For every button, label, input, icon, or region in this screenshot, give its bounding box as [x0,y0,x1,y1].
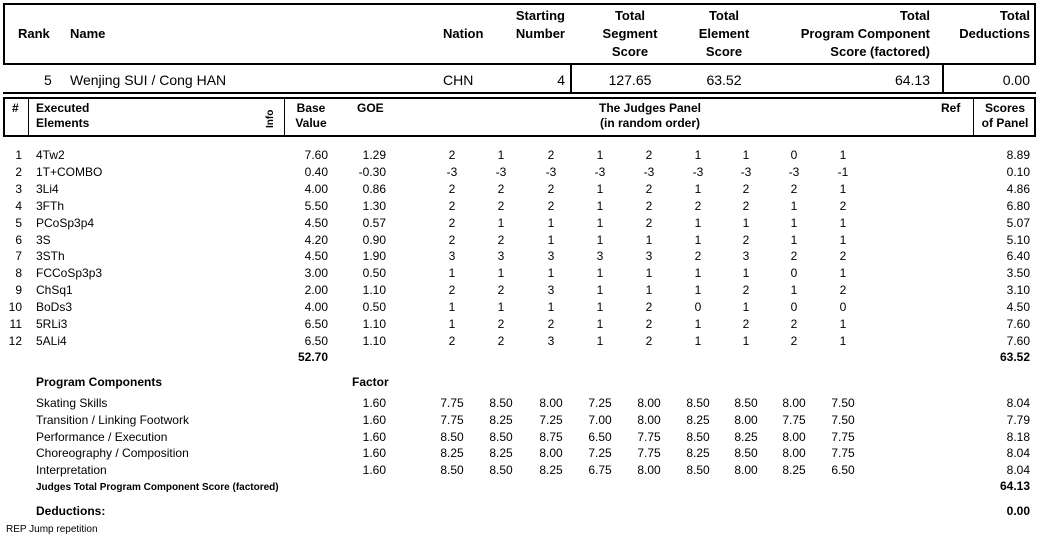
component-panel-score: 8.18 [1006,429,1030,444]
element-panel-score: 8.89 [1006,148,1030,162]
factor-header: Factor [352,375,389,389]
component-judge-score: 7.50 [831,412,855,427]
name-header: Name [70,26,106,41]
summary-total-element-score: 63.52 [706,72,742,88]
element-base-value: 3.00 [304,266,328,281]
component-judge-score: 8.25 [686,412,710,427]
element-base-value: 2.00 [304,283,328,298]
component-judge-score: 8.50 [440,463,464,478]
element-judge-score: 1 [839,317,847,331]
starting-number-header: Starting Number [515,8,565,41]
component-judge-score: 8.25 [489,446,513,461]
element-judge-score: 1 [497,215,505,230]
element-goe: 1.10 [362,333,386,348]
element-panel-score: 3.50 [1006,266,1030,281]
component-judge-score: 8.50 [734,396,758,410]
summary-divider-2 [942,65,944,92]
deductions-value: 0.00 [1006,504,1030,518]
component-factor: 1.60 [362,463,386,478]
element-num: 4 [15,198,22,213]
element-goe: 1.30 [362,198,386,213]
element-judge-score: 1 [839,215,847,230]
judges-panel-header: The Judges Panel (in random order) [598,101,702,130]
component-judge-score: 8.25 [539,463,563,478]
element-panel-score: 7.60 [1006,333,1030,348]
component-judge-score: 7.75 [440,412,464,427]
element-judge-score: 1 [790,232,798,247]
summary-name: Wenjing SUI / Cong HAN [70,72,227,88]
element-judge-score: 2 [790,333,798,348]
element-judge-score: 1 [839,266,847,281]
element-judge-score: -3 [446,164,458,179]
element-judge-score: 1 [497,148,505,162]
footnote: REP Jump repetition [6,524,98,535]
element-panel-score: 6.80 [1006,198,1030,213]
element-judge-score: 3 [596,249,604,264]
component-factor: 1.60 [362,429,386,444]
element-goe: 0.50 [362,300,386,315]
component-judge-score: 8.00 [782,396,806,410]
element-judge-score: 2 [547,198,555,213]
element-judge-score: 2 [547,148,555,162]
component-panel-score: 8.04 [1006,396,1030,410]
element-judge-score: 3 [645,249,653,264]
element-judge-score: 1 [694,317,702,331]
element-judge-score: 1 [596,317,604,331]
element-judge-score: 2 [742,181,750,196]
summary-divider-1 [570,65,572,92]
element-num: 7 [15,249,22,264]
summary-rank: 5 [44,72,52,88]
element-judge-score: 2 [742,283,750,298]
component-judge-score: 6.50 [831,463,855,478]
pcs-total-label: Judges Total Program Component Score (factored) [36,482,279,493]
element-base-value: 5.50 [304,198,328,213]
element-judge-score: 2 [645,148,653,162]
summary-total-pcs: 64.13 [894,72,930,88]
element-judge-score: 2 [742,232,750,247]
element-name: 3Li4 [36,181,59,196]
element-judge-score: -3 [545,164,557,179]
element-judge-score: 2 [839,283,847,298]
element-base-value: 4.50 [304,215,328,230]
element-judge-score: 2 [497,232,505,247]
element-judge-score: 2 [547,181,555,196]
element-num: 1 [15,148,22,162]
element-judge-score: 1 [694,215,702,230]
component-name: Interpretation [36,463,107,478]
element-judge-score: 1 [694,283,702,298]
element-judge-score: 3 [547,249,555,264]
component-factor: 1.60 [362,396,386,410]
component-judge-score: 7.75 [831,446,855,461]
element-num: 11 [9,317,22,331]
element-goe: 0.57 [362,215,386,230]
summary-total-segment-score: 127.65 [608,72,652,88]
element-judge-score: 1 [790,215,798,230]
element-goe: 0.86 [362,181,386,196]
element-judge-score: 2 [790,249,798,264]
component-judge-score: 7.75 [440,396,464,410]
component-judge-score: 7.25 [588,446,612,461]
elements-divider-1 [28,98,29,136]
element-judge-score: 3 [448,249,456,264]
element-name: 5ALi4 [36,333,67,348]
element-judge-score: 1 [694,181,702,196]
element-judge-score: 2 [839,198,847,213]
component-judge-score: 7.75 [637,429,661,444]
element-base-value: 4.00 [304,300,328,315]
element-judge-score: 1 [839,148,847,162]
element-judge-score: 2 [742,198,750,213]
element-panel-score: 3.10 [1006,283,1030,298]
total-element-score-header: Total Element Score [698,8,750,59]
element-judge-score: 2 [790,181,798,196]
component-judge-score: 8.25 [734,429,758,444]
element-judge-score: -3 [594,164,606,179]
element-name: PCoSp3p4 [36,215,95,230]
element-judge-score: 1 [547,232,555,247]
element-judge-score: 2 [448,198,456,213]
element-judge-score: -3 [740,164,752,179]
element-judge-score: 3 [497,249,505,264]
element-goe: 1.29 [362,148,386,162]
element-judge-score: 1 [596,333,604,348]
element-judge-score: 1 [596,215,604,230]
element-judge-score: 2 [448,283,456,298]
element-num: 3 [15,181,22,196]
component-judge-score: 8.50 [686,429,710,444]
pcs-total-value: 64.13 [999,479,1030,493]
element-name: 3S [36,232,51,247]
elements-header-box [3,97,1036,137]
elements-divider-3 [973,98,974,136]
element-judge-score: 2 [645,198,653,213]
component-name: Transition / Linking Footwork [36,412,189,427]
component-judge-score: 8.50 [489,463,513,478]
element-base-value: 6.50 [304,317,328,331]
elements-total-score: 63.52 [999,350,1030,364]
element-judge-score: 1 [547,266,555,281]
element-judge-score: 1 [645,266,653,281]
element-panel-score: 4.86 [1006,181,1030,196]
summary-nation: CHN [443,72,474,88]
element-base-value: 0.40 [304,164,328,179]
element-judge-score: 2 [645,215,653,230]
element-panel-score: 7.60 [1006,317,1030,331]
component-name: Choreography / Composition [36,446,189,461]
element-judge-score: 2 [497,283,505,298]
component-judge-score: 8.25 [686,446,710,461]
element-panel-score: 5.10 [1006,232,1030,247]
element-judge-score: 1 [742,300,750,315]
element-judge-score: 1 [742,215,750,230]
component-factor: 1.60 [362,412,386,427]
element-judge-score: 1 [742,148,750,162]
element-judge-score: 2 [448,148,456,162]
element-name: BoDs3 [36,300,73,315]
element-judge-score: 1 [497,266,505,281]
component-judge-score: 8.50 [489,429,513,444]
element-judge-score: 2 [645,333,653,348]
element-judge-score: -3 [495,164,507,179]
element-num: 10 [8,300,22,315]
element-goe: 1.90 [362,249,386,264]
element-panel-score: 4.50 [1006,300,1030,315]
element-judge-score: 3 [547,333,555,348]
scores-of-panel-header: Scores of Panel [981,101,1029,130]
executed-elements-header: Executed Elements [36,101,90,130]
component-judge-score: 8.00 [734,463,758,478]
ref-header: Ref [941,101,961,115]
element-judge-score: 1 [596,181,604,196]
info-header: Info [265,109,276,128]
element-num: 5 [15,215,22,230]
element-judge-score: 2 [645,181,653,196]
element-judge-score: 2 [790,317,798,331]
element-name: 3STh [36,249,65,264]
element-judge-score: 1 [645,283,653,298]
component-judge-score: 8.50 [686,396,710,410]
element-judge-score: 0 [790,148,798,162]
element-judge-score: 1 [839,181,847,196]
element-judge-score: 2 [839,249,847,264]
component-judge-score: 8.00 [734,412,758,427]
element-judge-score: 1 [596,232,604,247]
element-judge-score: 1 [694,232,702,247]
element-judge-score: 1 [694,266,702,281]
component-judge-score: 8.00 [637,463,661,478]
element-judge-score: 1 [839,333,847,348]
num-header: # [12,101,19,115]
element-name: 4Tw2 [36,148,65,162]
element-name: 5RLi3 [36,317,68,331]
element-judge-score: 1 [596,198,604,213]
element-goe: -0.30 [358,164,386,179]
element-judge-score: 2 [742,317,750,331]
element-num: 12 [8,333,22,348]
total-pcs-header: Total Program Component Score (factored) [800,8,930,59]
element-num: 9 [15,283,22,298]
component-judge-score: 8.50 [686,463,710,478]
element-judge-score: 2 [645,300,653,315]
component-judge-score: 8.00 [637,396,661,410]
goe-header: GOE [357,101,384,115]
element-judge-score: 1 [742,333,750,348]
component-judge-score: 8.00 [782,446,806,461]
element-judge-score: 1 [742,266,750,281]
component-judge-score: 8.00 [637,412,661,427]
rank-header: Rank [18,26,50,41]
element-base-value: 7.60 [304,148,328,162]
component-judge-score: 8.00 [539,396,563,410]
element-judge-score: 1 [448,317,456,331]
element-judge-score: 1 [694,333,702,348]
element-judge-score: 0 [839,300,847,315]
component-judge-score: 8.00 [782,429,806,444]
element-judge-score: 1 [790,283,798,298]
element-name: ChSq1 [36,283,73,298]
element-judge-score: 0 [694,300,702,315]
element-num: 6 [15,232,22,247]
element-base-value: 4.20 [304,232,328,247]
component-judge-score: 8.25 [440,446,464,461]
element-judge-score: -1 [837,164,849,179]
element-judge-score: 1 [694,148,702,162]
component-judge-score: 8.50 [440,429,464,444]
summary-total-deductions: 0.00 [1002,72,1030,88]
element-judge-score: 2 [448,333,456,348]
component-judge-score: 7.50 [831,396,855,410]
component-name: Skating Skills [36,396,108,410]
element-judge-score: 2 [694,249,702,264]
element-num: 2 [15,164,22,179]
base-value-header: Base Value [295,101,327,130]
element-name: 3FTh [36,198,65,213]
element-judge-score: 1 [547,300,555,315]
element-judge-score: 0 [790,266,798,281]
element-judge-score: 1 [596,266,604,281]
element-judge-score: 1 [448,266,456,281]
element-judge-score: 1 [497,300,505,315]
element-judge-score: 1 [790,198,798,213]
element-judge-score: 2 [448,232,456,247]
element-judge-score: 1 [839,232,847,247]
element-goe: 0.90 [362,232,386,247]
component-name: Performance / Execution [36,429,168,444]
element-panel-score: 6.40 [1006,249,1030,264]
element-base-value: 6.50 [304,333,328,348]
component-judge-score: 7.75 [782,412,806,427]
element-judge-score: 2 [497,333,505,348]
elements-total-base: 52.70 [297,350,328,364]
element-judge-score: 3 [742,249,750,264]
element-goe: 1.10 [362,283,386,298]
element-judge-score: 2 [448,215,456,230]
element-judge-score: 2 [497,317,505,331]
element-base-value: 4.00 [304,181,328,196]
component-judge-score: 7.75 [637,446,661,461]
element-name: FCCoSp3p3 [36,266,103,281]
element-judge-score: 2 [547,317,555,331]
total-deductions-header: Total Deductions [959,8,1030,41]
component-panel-score: 8.04 [1006,463,1030,478]
element-judge-score: -3 [788,164,800,179]
element-judge-score: 1 [547,215,555,230]
component-judge-score: 6.50 [588,429,612,444]
component-judge-score: 8.50 [734,446,758,461]
element-judge-score: 0 [790,300,798,315]
component-judge-score: 7.25 [539,412,563,427]
program-components-title: Program Components [36,375,163,389]
element-num: 8 [15,266,22,281]
element-base-value: 4.50 [304,249,328,264]
component-panel-score: 8.04 [1006,446,1030,461]
elements-divider-2 [284,98,285,136]
nation-header: Nation [443,26,484,41]
element-judge-score: 1 [596,283,604,298]
component-judge-score: 7.00 [588,412,612,427]
element-judge-score: 2 [497,181,505,196]
element-judge-score: 2 [497,198,505,213]
total-segment-score-header: Total Segment Score [602,8,658,59]
element-judge-score: -3 [643,164,655,179]
component-judge-score: 7.75 [831,429,855,444]
element-judge-score: 3 [547,283,555,298]
component-panel-score: 7.79 [1006,412,1030,427]
component-judge-score: 8.25 [489,412,513,427]
component-factor: 1.60 [362,446,386,461]
element-name: 1T+COMBO [36,164,103,179]
component-judge-score: 7.25 [588,396,612,410]
element-judge-score: 2 [694,198,702,213]
deductions-label: Deductions: [36,504,106,518]
component-judge-score: 8.75 [539,429,563,444]
summary-starting-number: 4 [557,72,565,88]
element-judge-score: 1 [596,148,604,162]
element-goe: 0.50 [362,266,386,281]
element-panel-score: 0.10 [1006,164,1030,179]
element-judge-score: -3 [692,164,704,179]
element-judge-score: 2 [448,181,456,196]
element-panel-score: 5.07 [1006,215,1030,230]
component-judge-score: 8.00 [539,446,563,461]
element-judge-score: 2 [645,317,653,331]
component-judge-score: 6.75 [588,463,612,478]
component-judge-score: 8.25 [782,463,806,478]
element-goe: 1.10 [362,317,386,331]
element-judge-score: 1 [645,232,653,247]
element-judge-score: 1 [448,300,456,315]
element-judge-score: 1 [596,300,604,315]
component-judge-score: 8.50 [489,396,513,410]
